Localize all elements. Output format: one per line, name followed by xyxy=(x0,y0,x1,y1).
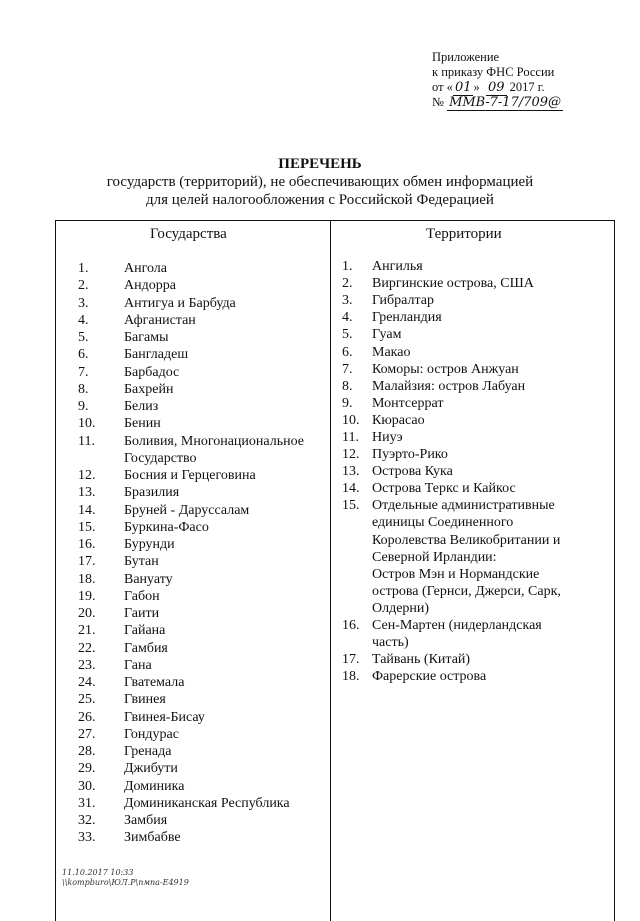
title-main: ПЕРЕЧЕНЬ xyxy=(278,156,362,172)
state-name: Босния и Герцеговина xyxy=(124,468,256,483)
territory-name: Малайзия: остров Лабуан xyxy=(372,378,526,394)
state-name: Гондурас xyxy=(124,726,179,742)
state-number: 9. xyxy=(78,399,89,414)
footer-path: \\kompburo\ЮЛ.Р\пмпа-Е4919 xyxy=(62,878,189,887)
state-number: 23. xyxy=(78,657,96,673)
state-item-continuation xyxy=(124,450,197,467)
territory-number: 17. xyxy=(342,652,360,668)
state-name: Ангола xyxy=(124,261,168,276)
state-number: 30. xyxy=(78,778,96,794)
order-month: 09 xyxy=(487,80,505,95)
state-name: Барбадос xyxy=(124,364,180,380)
state-name: Гренада xyxy=(124,744,172,759)
territory-name: Гренландия xyxy=(372,310,442,326)
territory-number: 9. xyxy=(342,395,353,411)
states-column-header: Государства xyxy=(150,226,227,242)
territory-number: 8. xyxy=(342,378,353,394)
state-number: 2. xyxy=(78,278,89,294)
appendix-header xyxy=(432,50,632,110)
state-name: Багамы xyxy=(124,330,169,345)
state-number: 21. xyxy=(78,623,96,639)
state-name: Афганистан xyxy=(124,312,196,328)
state-number: 8. xyxy=(78,381,89,397)
state-number: 25. xyxy=(78,692,96,708)
state-name: Бруней - Даруссалам xyxy=(124,502,250,518)
territory-number: 2. xyxy=(342,276,353,292)
state-name: Бангладеш xyxy=(124,347,189,363)
territory-number: 6. xyxy=(342,344,353,360)
order-date: от « 01 » 09 2017 г. xyxy=(432,80,545,95)
state-number: 11. xyxy=(78,433,95,449)
state-name: Бразилия xyxy=(124,485,180,501)
territory-name-continuation: Северной Ирландии: xyxy=(372,549,497,565)
territory-name: Кюрасао xyxy=(372,412,425,428)
state-name: Гватемала xyxy=(124,675,185,690)
file-footer xyxy=(62,868,189,888)
territory-name: Отдельные административные xyxy=(372,498,555,514)
state-name: Андорра xyxy=(124,278,176,294)
territory-name-continuation: Остров Мэн и Нормандские xyxy=(372,566,540,582)
territory-number: 11. xyxy=(342,430,359,445)
appendix-label: Приложение xyxy=(432,50,500,64)
territory-name: Виргинские острова, США xyxy=(372,276,534,292)
state-number: 3. xyxy=(78,295,89,311)
state-name: Гайана xyxy=(124,623,166,639)
territory-number: 16. xyxy=(342,618,360,634)
state-number: 32. xyxy=(78,813,96,828)
state-number: 24. xyxy=(78,675,96,690)
territory-name: Ниуэ xyxy=(372,430,403,445)
territory-name-continuation: острова (Гернси, Джерси, Сарк, xyxy=(372,583,561,599)
order-year: 2017 г. xyxy=(509,80,545,94)
state-name: Бахрейн xyxy=(124,381,174,397)
state-name: Антигуа и Барбуда xyxy=(124,295,236,311)
state-number: 18. xyxy=(78,571,96,587)
state-number: 29. xyxy=(78,761,96,777)
state-number: 7. xyxy=(78,364,89,380)
state-number: 33. xyxy=(78,830,96,846)
state-number: 26. xyxy=(78,709,96,725)
territory-name: Тайвань (Китай) xyxy=(372,652,471,668)
state-number: 28. xyxy=(78,744,96,759)
territory-name: Коморы: остров Анжуан xyxy=(372,361,519,377)
state-name: Бурунди xyxy=(124,537,175,552)
territory-number: 12. xyxy=(342,447,360,463)
territory-number: 15. xyxy=(342,498,360,514)
state-number: 19. xyxy=(78,588,96,604)
territory-number: 7. xyxy=(342,361,353,377)
territory-name: Монтсеррат xyxy=(372,395,444,411)
state-name: Доминиканская Республика xyxy=(124,795,290,811)
territory-name: Макао xyxy=(372,344,411,360)
document-title xyxy=(0,155,640,209)
state-name: Доминика xyxy=(124,778,185,794)
state-name: Бутан xyxy=(124,554,159,570)
territory-number: 10. xyxy=(342,412,360,428)
order-reference: к приказу ФНС России xyxy=(432,65,555,79)
territory-number: 3. xyxy=(342,293,353,309)
territory-name: Фарерские острова xyxy=(372,669,487,685)
territory-number: 5. xyxy=(342,327,353,343)
state-name: Буркина-Фасо xyxy=(124,519,209,535)
state-name: Гвинея xyxy=(124,692,166,708)
territory-name: Острова Теркс и Кайкос xyxy=(372,481,516,497)
state-name: Боливия, Многонациональное xyxy=(124,433,304,449)
state-name: Гвинея-Бисау xyxy=(124,709,205,725)
order-number: № ММВ-7-17/709@ xyxy=(432,95,562,110)
state-number: 1. xyxy=(78,261,89,276)
order-number-value: ММВ-7-17/709@ xyxy=(449,95,562,110)
state-number: 13. xyxy=(78,485,96,501)
state-name: Вануату xyxy=(124,571,173,587)
title-subtitle-1: государств (территорий), не обеспечивающих обмен информацией xyxy=(106,174,534,190)
state-number: 22. xyxy=(78,640,96,656)
state-number: 5. xyxy=(78,330,89,345)
territory-name-continuation: Королевства Великобритании и xyxy=(372,532,561,548)
state-number: 14. xyxy=(78,502,96,518)
state-name: Замбия xyxy=(124,813,168,828)
state-number: 17. xyxy=(78,554,96,570)
territories-column-header: Территории xyxy=(426,226,502,242)
order-day: 01 xyxy=(454,80,472,95)
state-number: 6. xyxy=(78,347,89,363)
state-name: Гаити xyxy=(124,606,160,621)
territory-name: Пуэрто-Рико xyxy=(372,447,448,463)
state-name: Гана xyxy=(124,657,152,673)
territory-number: 14. xyxy=(342,481,360,497)
state-number: 4. xyxy=(78,312,89,328)
state-name: Белиз xyxy=(124,399,159,414)
territory-name: Гибралтар xyxy=(372,293,435,309)
territory-number: 13. xyxy=(342,464,360,480)
state-name-continuation: Государство xyxy=(124,450,197,466)
state-number: 12. xyxy=(78,468,96,483)
state-name: Бенин xyxy=(124,416,161,432)
territory-number: 4. xyxy=(342,310,353,326)
state-number: 20. xyxy=(78,606,96,621)
territory-name: Сен-Мартен (нидерландская xyxy=(372,618,542,634)
territory-number: 18. xyxy=(342,669,360,685)
state-number: 15. xyxy=(78,519,96,535)
state-name: Джибути xyxy=(124,761,178,777)
territory-name-continuation: Олдерни) xyxy=(372,600,430,616)
state-number: 16. xyxy=(78,537,96,552)
state-name: Зимбабве xyxy=(124,830,181,846)
column-divider xyxy=(330,221,331,921)
state-number: 31. xyxy=(78,795,96,811)
territory-name: Ангилья xyxy=(372,259,423,274)
territory-number: 1. xyxy=(342,259,353,274)
territory-name: Острова Кука xyxy=(372,464,453,480)
territory-name-continuation: единицы Соединенного xyxy=(372,515,514,531)
state-number: 10. xyxy=(78,416,96,432)
state-name: Габон xyxy=(124,588,160,604)
list-table xyxy=(55,220,615,921)
state-name: Гамбия xyxy=(124,640,168,656)
state-number: 27. xyxy=(78,726,96,742)
territory-name-continuation: часть) xyxy=(372,635,409,651)
territory-name: Гуам xyxy=(372,327,402,343)
title-subtitle-2: для целей налогообложения с Российской Федерацией xyxy=(146,192,494,208)
footer-timestamp: 11.10.2017 10:33 xyxy=(62,868,134,877)
